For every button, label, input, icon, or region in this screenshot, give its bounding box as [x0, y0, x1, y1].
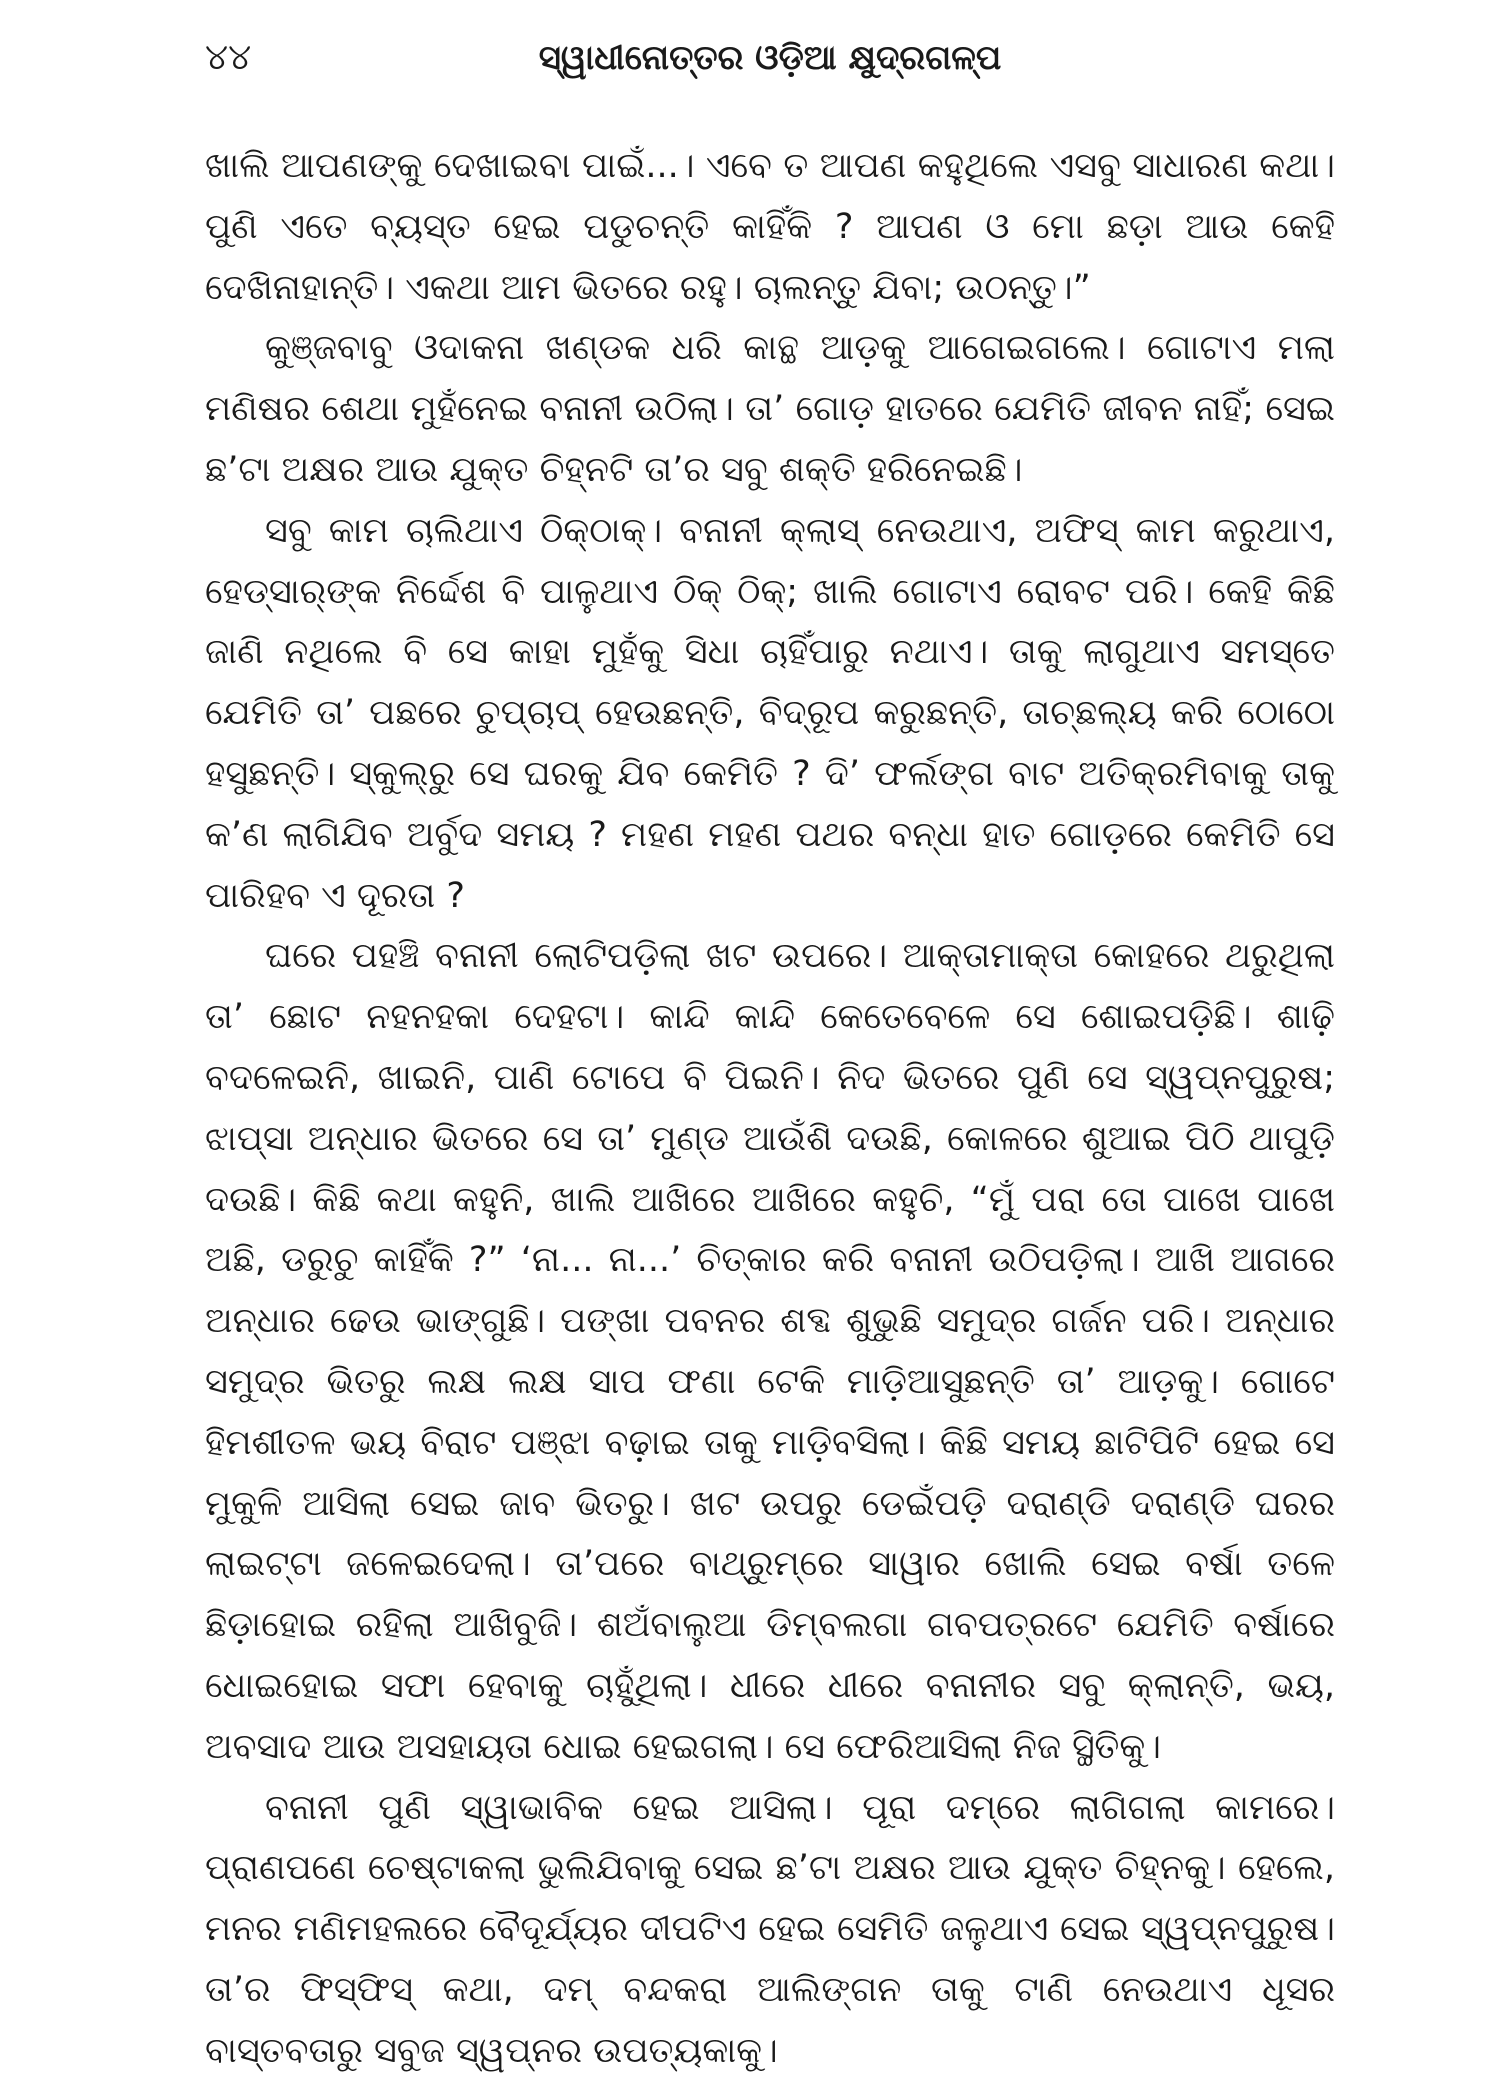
paragraph-dream-man: ବନାନୀ ପୁଣି ସ୍ୱାଭାବିକ ହେଇ ଆସିଲା। ପୂରା ଦମ୍‌ରେ ଲାଗିଗଲା କାମରେ। ପ୍ରାଣପଣେ ଚେଷ୍ଟାକଲା ଭୁଲିଯିବାକୁ ସେଇ ଛ’ଟା ଅକ୍ଷର ଆଉ ଯୁକ୍ତ ଚିହ୍ନକୁ। ହେଲେ, ମନର ମଣିମହଲରେ ବୈଦୂର୍ଯ୍ୟର ଦୀପଟିଏ ହେଇ ସେମିତି ଜଳୁଥାଏ ସେଇ ସ୍ୱପ୍ନପୁରୁଷ। ତା’ର ଫିସ୍‌ଫିସ୍ କଥା, ଦମ୍ ବନ୍ଦକରା ଆଲିଙ୍ଗନ ତାକୁ ଟାଣି ନେଉଥାଏ ଧୂସର ବାସ୍ତବତାରୁ ସବୁଜ ସ୍ୱପ୍ନର ଉପତ୍ୟକାକୁ। — [205, 1787, 1335, 2071]
paragraph-kunjababu: କୁଞ୍ଜବାବୁ ଓଦାକନା ଖଣ୍ଡକ ଧରି କାନ୍ଥ ଆଡ଼କୁ ଆଗେଇଗଲେ। ଗୋଟାଏ ମଲା ମଣିଷର ଶେଥା ମୁହଁନେଇ ବନାନୀ ଉଠିଲା। ତା’ ଗୋଡ଼ ହାତରେ ଯେମିତି ଜୀବନ ନାହିଁ; ସେଇ ଛ’ଟା ଅକ୍ଷର ଆଉ ଯୁକ୍ତ ଚିହ୍ନଟି ତା’ର ସବୁ ଶକ୍ତି ହରିନେଇଛି। — [205, 328, 1335, 490]
running-header — [205, 28, 1335, 88]
page-number: ୪୪ — [205, 37, 252, 78]
paragraph-school-routine: ସବୁ କାମ ଚାଲିଥାଏ ଠିକ୍‌ଠାକ୍‌। ବନାନୀ କ୍ଲାସ୍ ନେଉଥାଏ, ଅଫିସ୍ କାମ କରୁଥାଏ, ହେଡ୍‌ସାର୍‌ଙ୍କ ନିର୍ଦ୍ଦେଶ ବି ପାଳୁଥାଏ ଠିକ୍ ଠିକ୍; ଖାଲି ଗୋଟାଏ ରୋବଟ ପରି। କେହି କିଛି ଜାଣି ନଥିଲେ ବି ସେ କାହା ମୁହଁକୁ ସିଧା ଚାହିଁପାରୁ ନଥାଏ। ତାକୁ ଲାଗୁଥାଏ ସମସ୍ତେ ଯେମିତି ତା’ ପଛରେ ଚୁପ୍‌ଚାପ୍ ହେଉଛନ୍ତି, ବିଦ୍ରୂପ କରୁଛନ୍ତି, ତାଚ୍ଛଲ୍ୟ କରି ଠୋଠୋ ହସୁଛନ୍ତି। ସ୍କୁଲ୍‌ରୁ ସେ ଘରକୁ ଯିବ କେମିତି ? ଦି’ ଫର୍ଲଙ୍ଗ ବାଟ ଅତିକ୍ରମିବାକୁ ତାକୁ କ’ଣ ଲାଗିଯିବ ଅର୍ବୁଦ ସମୟ ? ମହଣ ମହଣ ପଥର ବନ୍ଧା ହାତ ଗୋଡ଼ରେ କେମିତି ସେ ପାରିହବ ଏ ଦୂରତା ? — [205, 510, 1335, 916]
paragraph-dialogue-end: ଖାଲି ଆପଣଙ୍କୁ ଦେଖାଇବା ପାଇଁ...। ଏବେ ତ ଆପଣ କହୁଥିଲେ ଏସବୁ ସାଧାରଣ କଥା। ପୁଣି ଏତେ ବ୍ୟସ୍ତ ହେଇ ପଡୁଚନ୍ତି କାହିଁକି ? ଆପଣ ଓ ମୋ ଛଡ଼ା ଆଉ କେହି ଦେଖିନାହାନ୍ତି। ଏକଥା ଆମ ଭିତରେ ରହୁ। ଚାଲନ୍ତୁ ଯିବା; ଉଠନ୍ତୁ।” — [205, 146, 1335, 308]
paragraph-nightmare: ଘରେ ପହଞ୍ଚି ବନାନୀ ଲୋଟିପଡ଼ିଲା ଖଟ ଉପରେ। ଆକ୍ତାମାକ୍ତା କୋହରେ ଥରୁଥିଲା ତା’ ଛୋଟ ନହନହକା ଦେହଟା। କାନ୍ଦି କାନ୍ଦି କେତେବେଳେ ସେ ଶୋଇପଡ଼ିଛି। ଶାଢ଼ି ବଦଳେଇନି, ଖାଇନି, ପାଣି ଟୋପେ ବି ପିଇନି। ନିଦ ଭିତରେ ପୁଣି ସେ ସ୍ୱପ୍ନପୁରୁଷ; ଝାପ୍‌ସା ଅନ୍ଧାର ଭିତରେ ସେ ତା’ ମୁଣ୍ଡ ଆଉଁଶି ଦଉଛି, କୋଳରେ ଶୁଆଇ ପିଠି ଥାପୁଡ଼ି ଦଉଛି। କିଛି କଥା କହୁନି, ଖାଲି ଆଖିରେ ଆଖିରେ କହୁଚି, “ମୁଁ ପରା ତୋ ପାଖେ ପାଖେ ଅଛି, ଡରୁଚୁ କାହିଁକି ?” ‘ନା... ନା...’ ଚିତ୍କାର କରି ବନାନୀ ଉଠିପଡ଼ିଲା। ଆଖି ଆଗରେ ଅନ୍ଧାର ଢେଉ ଭାଙ୍ଗୁଛି। ପଙ୍ଖା ପବନର ଶବ୍ଦ ଶୁଭୁଛି ସମୁଦ୍ର ଗର୍ଜନ ପରି। ଅନ୍ଧାର ସମୁଦ୍ର ଭିତରୁ ଲକ୍ଷ ଲକ୍ଷ ସାପ ଫଣା ଟେକି ମାଡ଼ିଆସୁଛନ୍ତି ତା’ ଆଡ଼କୁ। ଗୋଟେ ହିମଶୀତଳ ଭୟ ବିରାଟ ପଞ୍ଝା ବଢ଼ାଇ ତାକୁ ମାଡ଼ିବସିଲା। କିଛି ସମୟ ଛାଟିପିଟି ହେଇ ସେ ମୁକୁଳି ଆସିଲା ସେଇ ଜାବ ଭିତରୁ। ଖଟ ଉପରୁ ଡେଇଁପଡ଼ି ଦରାଣ୍ଡି ଦରାଣ୍ଡି ଘରର ଲାଇଟ୍‌ଟା ଜଳେଇଦେଲା। ତା’ପରେ ବାଥ୍‌ରୁମ୍‌ରେ ସାୱାର ଖୋଲି ସେଇ ବର୍ଷା ତଳେ ଛିଡ଼ାହୋଇ ରହିଲା ଆଖିବୁଜି। ଶଅଁବାଲୁଆ ଡିମ୍ବଲଗା ଗବପତ୍ରଟେ ଯେମିତି ବର୍ଷାରେ ଧୋଇହୋଇ ସଫା ହେବାକୁ ଚାହୁଁଥିଲା। ଧୀରେ ଧୀରେ ବନାନୀର ସବୁ କ୍ଲାନ୍ତି, ଭୟ, ଅବସାଦ ଆଉ ଅସହାୟତା ଧୋଇ ହେଇଗଲା। ସେ ଫେରିଆସିଲା ନିଜ ସ୍ଥିତିକୁ। — [205, 936, 1335, 1767]
body-text — [205, 136, 1335, 2082]
book-title: ସ୍ୱାଧୀନୋତ୍ତର ଓଡ଼ିଆ କ୍ଷୁଦ୍ରଗଳ୍ପ — [538, 38, 1002, 78]
